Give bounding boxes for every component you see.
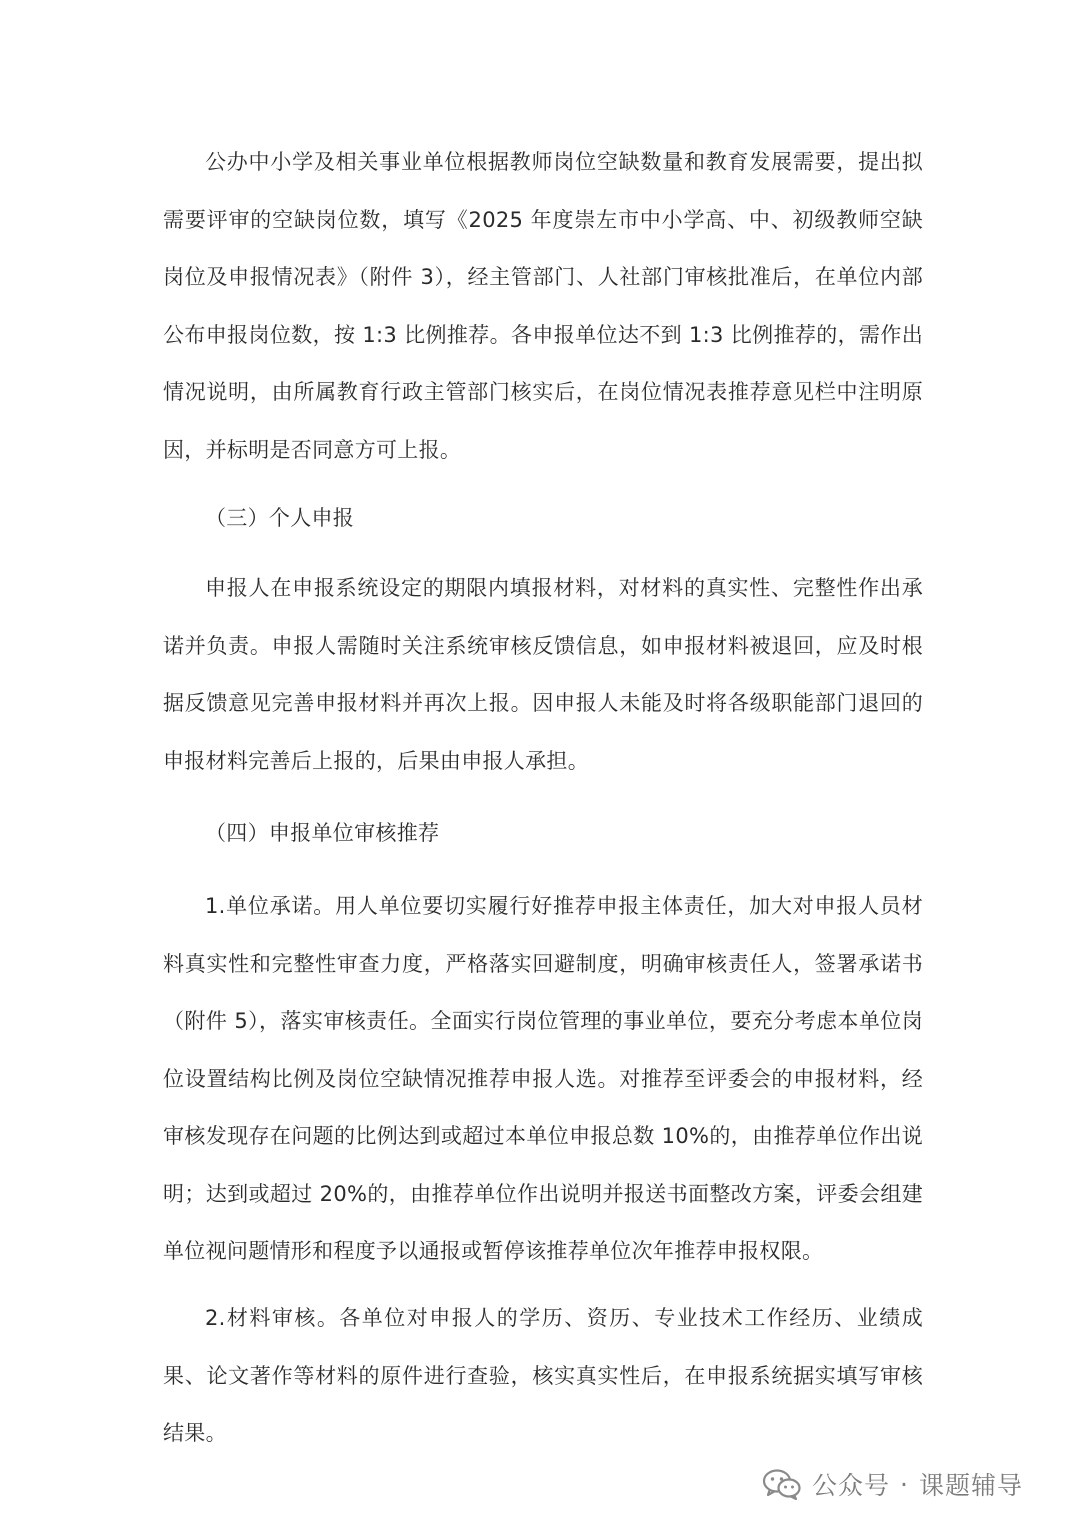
- watermark-separator: ·: [900, 1469, 909, 1499]
- paragraph-personal-application: 申报人在申报系统设定的期限内填报材料，对材料的真实性、完整性作出承诺并负责。申报人需随时关注系统审核反馈信息，如申报材料被退回，应及时根据反馈意见完善申报材料并再次上报。因申报人未能及时将各级职能部门退回的申报材料完善后上报的，后果由申报人承担。: [163, 576, 923, 773]
- wechat-icon: [762, 1468, 802, 1500]
- watermark-account: 课题辅导: [918, 1471, 1023, 1500]
- section-heading-unit-review: （四）申报单位审核推荐: [205, 821, 440, 845]
- paragraph-material-review: 2.材料审核。各单位对申报人的学历、资历、专业技术工作经历、业绩成果、论文著作等材料的原件进行查验，核实真实性后，在申报系统据实填写审核结果。: [163, 1306, 923, 1445]
- paragraph-unit-commitment: 1.单位承诺。用人单位要切实履行好推荐申报主体责任，加大对申报人员材料真实性和完整性审查力度，严格落实回避制度，明确审核责任人，签署承诺书（附件 5），落实审核责任。全面实行岗位管理的事业单位，要充分考虑本单位岗位设置结构比例及岗位空缺情况推荐申报人选。对推荐至评委会的申报材料，经审核发现存在问题的比例达到或超过本单位申报总数 10%的，由推荐单位作出说明；达到或超过 20%的，由推荐单位作出说明并报送书面整改方案，评委会组建单位视问题情形和程度予以通报或暂停该推荐单位次年推荐申报权限。: [163, 894, 923, 1263]
- wechat-watermark: [762, 1466, 1023, 1502]
- section-heading-personal-application: （三）个人申报: [205, 506, 355, 530]
- watermark-label: 公众号: [812, 1471, 891, 1500]
- paragraph-post-vacancy: 公办中小学及相关事业单位根据教师岗位空缺数量和教育发展需要，提出拟需要评审的空缺岗位数，填写《2025 年度崇左市中小学高、中、初级教师空缺岗位及申报情况表》（附件 3），经主管部门、人社部门审核批准后，在单位内部公布申报岗位数，按 1:3 比例推荐。各申报单位达不到 1:3 比例推荐的，需作出情况说明，由所属教育行政主管部门核实后，在岗位情况表推荐意见栏中注明原因，并标明是否同意方可上报。: [163, 150, 923, 462]
